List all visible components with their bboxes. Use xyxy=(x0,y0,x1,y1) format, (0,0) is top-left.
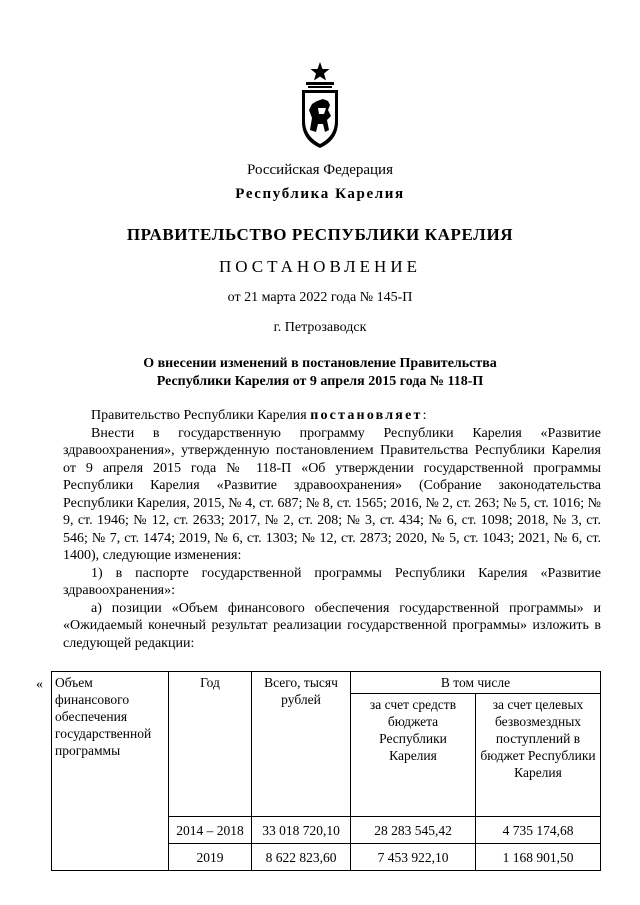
cell-total: 33 018 720,10 xyxy=(252,817,351,844)
header-target: за счет целевых безвозмездных поступлений в бюджет Республики Карелия xyxy=(476,694,601,817)
document-subject xyxy=(0,355,640,391)
item-a-paragraph: а) позиции «Объем финансового обеспечения государственной программы» и «Ожидаемый конечный результат реализации государственной программы» изложить в следующей редакции: xyxy=(63,600,601,651)
republic-name: Республика Карелия xyxy=(235,186,405,202)
intro-lead: Правительство Республики Карелия xyxy=(91,408,311,423)
coat-of-arms-icon xyxy=(298,60,342,150)
cell-target: 1 168 901,50 xyxy=(476,844,601,871)
header-total: Всего, тысяч рублей xyxy=(252,672,351,817)
financing-table xyxy=(51,671,601,871)
table-header-row xyxy=(52,672,601,694)
header-year: Год xyxy=(169,672,252,817)
subject-line-1: О внесении изменений в постановление Правительства xyxy=(143,356,497,371)
intro-decides: постановляет xyxy=(310,408,423,423)
government-title: ПРАВИТЕЛЬСТВО РЕСПУБЛИКИ КАРЕЛИЯ xyxy=(126,225,514,244)
document-date-number: от 21 марта 2022 года № 145-П xyxy=(227,290,413,305)
intro-paragraph xyxy=(63,407,601,425)
cell-budget: 28 283 545,42 xyxy=(351,817,476,844)
document-city: г. Петрозаводск xyxy=(273,320,367,335)
item-1-paragraph: 1) в паспорте государственной программы Республики Карелия «Развитие здравоохранения»: xyxy=(63,565,601,598)
country-name: Российская Федерация xyxy=(247,162,393,178)
row-label-cell: Объем финансового обеспечения государственной программы xyxy=(52,672,169,871)
amendment-paragraph: Внести в государственную программу Республики Карелия «Развитие здравоохранения», утвержденную постановлением Правительства Республики Карелия от 9 апреля 2015 года № 118-П «Об утверждении государственной программы Республики Карелия «Развитие здравоохранения» (Собрание законодательства Республики Карелия, 2015, № 4, ст. 687; № 8, ст. 1565; 2016, № 2, ст. 263; № 5, ст. 1016; № 9, ст. 1946; № 12, ст. 2633; 2017, № 2, ст. 208; № 3, ст. 434; № 6, ст. 1098; 2018, № 3, ст. 546; № 7, ст. 1474; 2019, № 6, ст. 1303; № 12, ст. 2873; 2020, № 5, ст. 1043; 2021, № 6, ст. 1400), следующие изменения: xyxy=(63,425,601,563)
cell-year: 2019 xyxy=(169,844,252,871)
intro-tail: : xyxy=(422,408,427,423)
header-budget: за счет средств бюджета Республики Карелия xyxy=(351,694,476,817)
cell-year: 2014 – 2018 xyxy=(169,817,252,844)
coat-of-arms-emblem xyxy=(298,60,342,150)
header-including: В том числе xyxy=(351,672,601,694)
cell-target: 4 735 174,68 xyxy=(476,817,601,844)
cell-total: 8 622 823,60 xyxy=(252,844,351,871)
cell-budget: 7 453 922,10 xyxy=(351,844,476,871)
document-body xyxy=(63,407,601,652)
subject-line-2: Республики Карелия от 9 апреля 2015 года № 118-П xyxy=(156,374,484,389)
document-type: ПОСТАНОВЛЕНИЕ xyxy=(218,257,421,276)
opening-quote: « xyxy=(36,677,43,692)
